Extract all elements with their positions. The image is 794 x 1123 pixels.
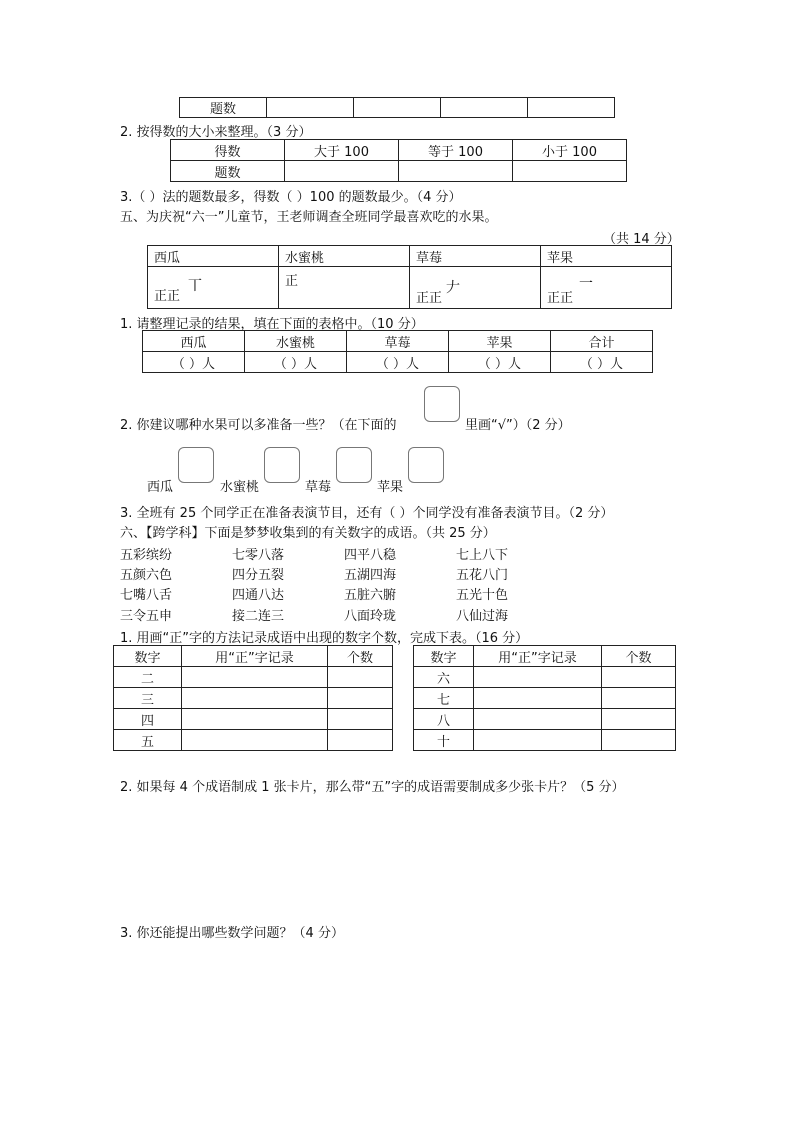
tally-text: 正正 (154, 289, 181, 304)
table-header: 用“正”字记录 (474, 646, 602, 667)
fruit-tally-table (147, 245, 672, 309)
row-label: 题数 (180, 98, 267, 118)
tally-answer-cell[interactable] (182, 709, 328, 730)
top-count-table (179, 97, 615, 118)
fruit-option-label: 西瓜 (147, 480, 174, 495)
question-text: 1. 请整理记录的结果，填在下面的表格中。（10 分） (120, 317, 424, 332)
answer-cell[interactable] (441, 98, 528, 118)
answer-cell[interactable] (285, 161, 399, 182)
table-header: 个数 (328, 646, 393, 667)
answer-cell[interactable] (528, 98, 615, 118)
digit-tally-table-right (413, 645, 676, 751)
question-text: 3. 全班有 25 个同学正在准备表演节目，还有（ ）个同学没有准备表演节目。（2 分） (120, 506, 614, 521)
table-header: 个数 (602, 646, 676, 667)
idiom: 七零八落 (232, 548, 285, 563)
count-answer-cell[interactable] (602, 730, 676, 751)
tally-answer-cell[interactable] (474, 709, 602, 730)
digit-label: 三 (114, 688, 182, 709)
tally-text: 正正 (416, 291, 443, 306)
section-points: （共 14 分） (603, 232, 680, 247)
example-checkbox (424, 386, 460, 422)
idiom: 接二连三 (232, 609, 285, 624)
question-text: 2. 你建议哪种水果可以多准备一些？（在下面的 (120, 418, 397, 433)
answer-cell[interactable] (267, 98, 354, 118)
question-text: 1. 用画“正”字的方法记录成语中出现的数字个数，完成下表。（16 分） (120, 631, 529, 646)
tally-partial-mark: 一 (579, 276, 593, 292)
table-header: 合计 (551, 331, 653, 352)
tally-answer-cell[interactable] (182, 688, 328, 709)
digit-label: 五 (114, 730, 182, 751)
section-title: 六、【跨学科】下面是梦梦收集到的有关数字的成语。（共 25 分） (120, 526, 496, 541)
tally-answer-cell[interactable] (182, 667, 328, 688)
tally-cell (148, 267, 279, 309)
fruit-checkbox[interactable] (336, 447, 372, 483)
question-text: 2. 按得数的大小来整理。（3 分） (120, 125, 312, 140)
idiom: 五颜六色 (120, 568, 173, 583)
fruit-count-table (142, 330, 653, 373)
idiom: 五光十色 (456, 588, 509, 603)
idiom: 四通八达 (232, 588, 285, 603)
table-header: 数字 (414, 646, 474, 667)
tally-cell (410, 267, 541, 309)
digit-label: 八 (414, 709, 474, 730)
fruit-checkbox[interactable] (264, 447, 300, 483)
idiom: 五花八门 (456, 568, 509, 583)
count-answer-cell[interactable] (328, 709, 393, 730)
digit-tally-table-left (113, 645, 393, 751)
count-blank[interactable]: （ ）人 (449, 352, 551, 373)
answer-cell[interactable] (354, 98, 441, 118)
digit-label: 七 (414, 688, 474, 709)
idiom: 五湖四海 (344, 568, 397, 583)
fruit-header: 西瓜 (148, 246, 279, 267)
idiom: 五脏六腑 (344, 588, 397, 603)
count-blank[interactable]: （ ）人 (245, 352, 347, 373)
table-header: 苹果 (449, 331, 551, 352)
question-text: 3. 你还能提出哪些数学问题？（4 分） (120, 926, 344, 941)
count-answer-cell[interactable] (602, 688, 676, 709)
result-size-table (170, 139, 627, 182)
idiom: 七嘴八舌 (120, 588, 173, 603)
count-answer-cell[interactable] (328, 688, 393, 709)
answer-cell[interactable] (513, 161, 627, 182)
idiom: 四分五裂 (232, 568, 285, 583)
question-text: 3.（ ）法的题数最多，得数（ ）100 的题数最少。（4 分） (120, 190, 462, 205)
idiom: 七上八下 (456, 548, 509, 563)
table-header: 水蜜桃 (245, 331, 347, 352)
fruit-checkbox[interactable] (178, 447, 214, 483)
digit-label: 四 (114, 709, 182, 730)
tally-answer-cell[interactable] (182, 730, 328, 751)
tally-text: 正 (285, 274, 299, 289)
count-answer-cell[interactable] (328, 667, 393, 688)
count-answer-cell[interactable] (328, 730, 393, 751)
row-label: 题数 (171, 161, 285, 182)
digit-label: 二 (114, 667, 182, 688)
idiom: 四平八稳 (344, 548, 397, 563)
tally-text: 正正 (547, 291, 574, 306)
idiom: 五彩缤纷 (120, 548, 173, 563)
count-blank[interactable]: （ ）人 (347, 352, 449, 373)
question-text: 2. 如果每 4 个成语制成 1 张卡片，那么带“五”字的成语需要制成多少张卡片？（5 分） (120, 780, 625, 795)
tally-answer-cell[interactable] (474, 667, 602, 688)
fruit-checkbox[interactable] (408, 447, 444, 483)
section-title: 五、为庆祝“六一”儿童节，王老师调查全班同学最喜欢吃的水果。 (120, 210, 498, 225)
fruit-option-label: 苹果 (377, 480, 404, 495)
tally-partial-mark: 𠂇 (446, 280, 460, 296)
fruit-header: 苹果 (541, 246, 672, 267)
digit-label: 十 (414, 730, 474, 751)
fruit-option-label: 水蜜桃 (220, 480, 260, 495)
count-answer-cell[interactable] (602, 667, 676, 688)
table-header: 西瓜 (143, 331, 245, 352)
table-header: 数字 (114, 646, 182, 667)
tally-cell (541, 267, 672, 309)
question-text: 里画“√”）（2 分） (465, 418, 571, 433)
fruit-header: 水蜜桃 (279, 246, 410, 267)
answer-space[interactable] (120, 944, 680, 1084)
table-header: 小于 100 (513, 140, 627, 161)
table-header: 用“正”字记录 (182, 646, 328, 667)
idiom: 三令五申 (120, 609, 173, 624)
digit-label: 六 (414, 667, 474, 688)
answer-space[interactable] (120, 796, 680, 906)
table-header: 大于 100 (285, 140, 399, 161)
tally-answer-cell[interactable] (474, 688, 602, 709)
table-header: 等于 100 (399, 140, 513, 161)
idiom: 八仙过海 (456, 609, 509, 624)
table-header: 得数 (171, 140, 285, 161)
table-header: 草莓 (347, 331, 449, 352)
answer-cell[interactable] (399, 161, 513, 182)
tally-answer-cell[interactable] (474, 730, 602, 751)
idiom: 八面玲珑 (344, 609, 397, 624)
count-blank[interactable]: （ ）人 (143, 352, 245, 373)
tally-partial-mark: 丅 (188, 278, 202, 294)
count-blank[interactable]: （ ）人 (551, 352, 653, 373)
fruit-option-label: 草莓 (305, 480, 332, 495)
fruit-header: 草莓 (410, 246, 541, 267)
tally-cell (279, 267, 410, 309)
count-answer-cell[interactable] (602, 709, 676, 730)
